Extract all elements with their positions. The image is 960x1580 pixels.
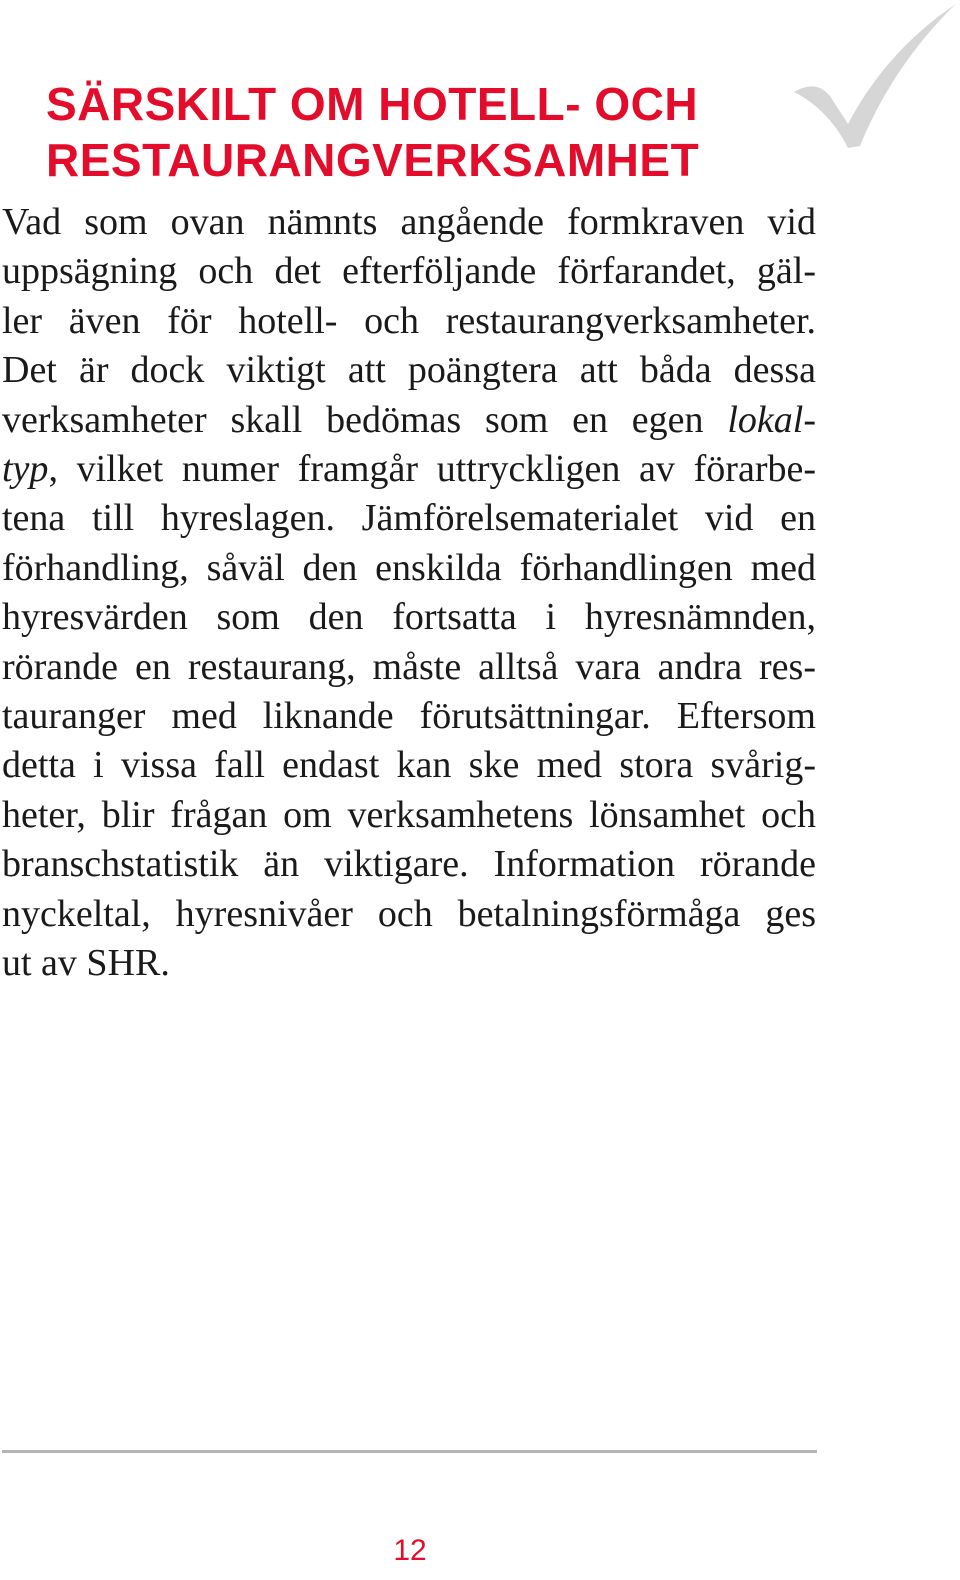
emphasis-text: typ [2, 448, 49, 491]
footer-divider [2, 1450, 817, 1453]
paragraph-line: heter, blir frågan om verksamhetens lönsamhet och [2, 793, 816, 836]
paragraph-line: Det är dock viktigt att poängtera att båda dessa [2, 349, 816, 392]
paragraph-line: hyresvärden som den fortsatta i hyresnämnden, [2, 596, 816, 639]
paragraph-line: förhandling, såväl den enskilda förhandlingen med [2, 546, 816, 589]
body-paragraph [2, 198, 816, 989]
paragraph-text: , vilket numer framgår uttryckligen av förarbe- [48, 448, 816, 491]
heading-line-2: RESTAURANGVERKSAMHET [46, 134, 700, 186]
checkmark-icon [790, 0, 960, 160]
page-number: 12 [393, 1534, 427, 1567]
paragraph-text: verksamheter skall bedömas som en egen [2, 398, 728, 441]
paragraph-line: uppsägning och det efterföljande förfarandet, gäl- [2, 250, 816, 293]
emphasis-text: lokal- [727, 398, 816, 441]
paragraph-line: ler även för hotell- och restaurangverksamheter. [2, 299, 816, 342]
paragraph-line: tauranger med liknande förutsättningar. Eftersom [2, 695, 816, 738]
paragraph-line [2, 396, 816, 445]
paragraph-line: branschstatistik än viktigare. Information rörande [2, 843, 816, 886]
paragraph-line: rörande en restaurang, måste alltså vara andra res- [2, 645, 816, 688]
paragraph-line: detta i vissa fall endast kan ske med stora svårig- [2, 744, 816, 787]
paragraph-line: ut av SHR. [2, 942, 170, 985]
heading-line-1: SÄRSKILT OM HOTELL- OCH [46, 78, 699, 130]
paragraph-line: tena till hyreslagen. Jämförelsematerialet vid en [2, 497, 816, 540]
section-heading [46, 76, 806, 188]
paragraph-line: Vad som ovan nämnts angående formkraven vid [2, 201, 816, 243]
paragraph-line [2, 445, 816, 494]
paragraph-line: nyckeltal, hyresnivåer och betalningsförmåga ges [2, 892, 816, 935]
